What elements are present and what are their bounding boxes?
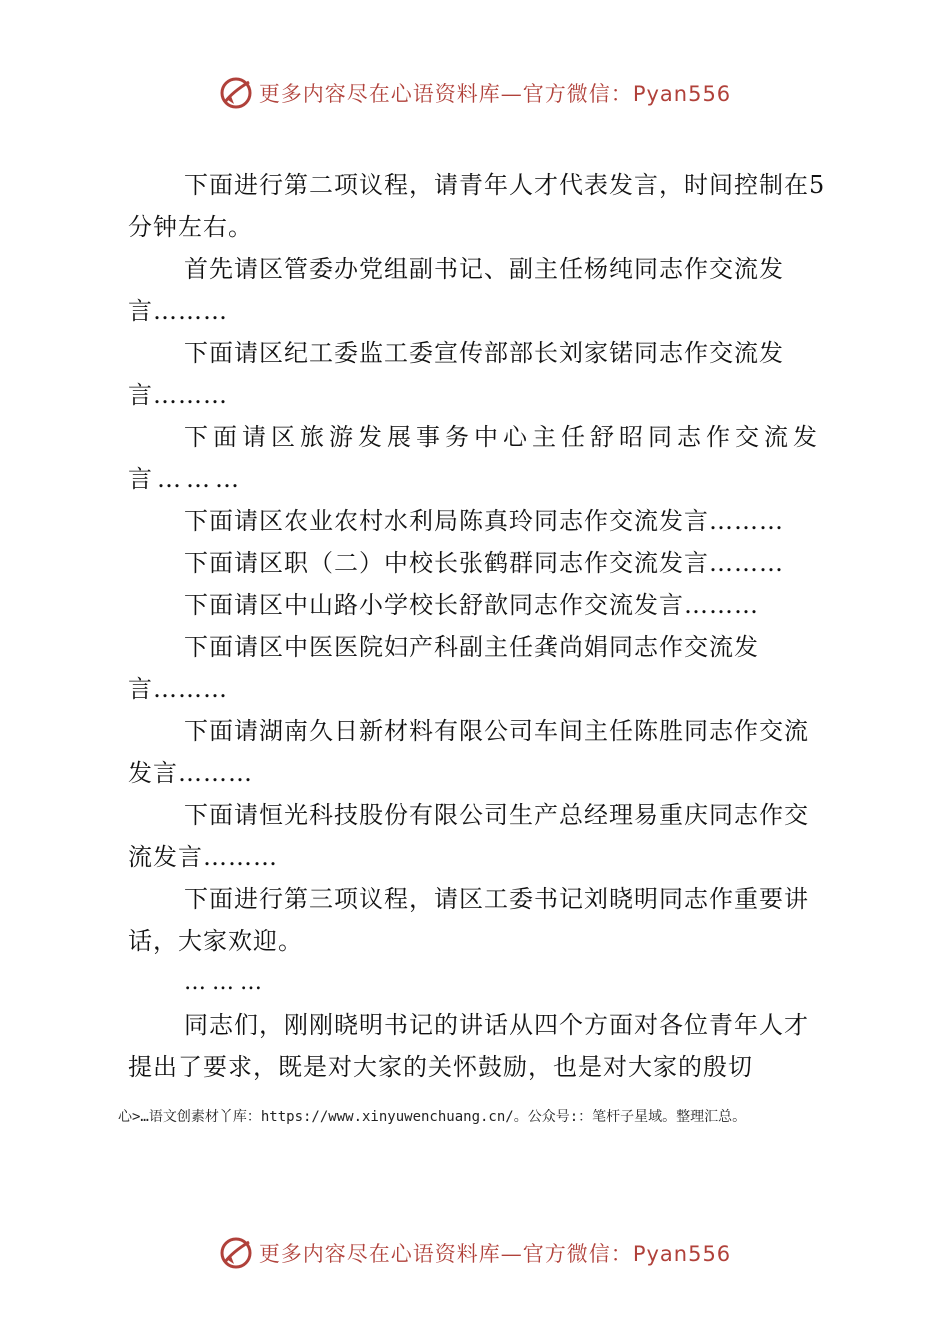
brush-logo-icon <box>219 76 253 110</box>
paragraph: 下面进行第三项议程，请区工委书记刘晓明同志作重要讲话，大家欢迎。 <box>128 885 809 955</box>
banner-prefix: 更多内容尽在心语资料库—官方微信： <box>258 82 633 106</box>
paragraph: 下面请湖南久日新材料有限公司车间主任陈胜同志作交流发言……… <box>128 717 809 787</box>
ellipsis-line: ……… <box>184 970 268 995</box>
source-footnote: 心>…语文创素材丫库：https://www.xinyuwenchuang.cn/。公众号:：笔杆子星域。整理汇总。 <box>118 1109 747 1125</box>
paragraph: 下面请区旅游发展事务中心主任舒昭同志作交流发言……… <box>128 423 822 493</box>
footer-watermark-banner <box>0 1228 950 1278</box>
document-body <box>128 164 828 1088</box>
paragraph: 下面请区农业农村水利局陈真玲同志作交流发言……… <box>184 507 784 535</box>
paragraph: 下面请恒光科技股份有限公司生产总经理易重庆同志作交流发言……… <box>128 801 809 871</box>
banner-handle: Pyan556 <box>632 1242 732 1266</box>
paragraph: 下面请区中医医院妇产科副主任龚尚娟同志作交流发言……… <box>128 633 759 703</box>
banner-prefix: 更多内容尽在心语资料库—官方微信： <box>258 1242 633 1266</box>
brush-logo-icon <box>219 1236 253 1270</box>
banner-text <box>259 1238 731 1268</box>
banner-handle: Pyan556 <box>632 82 732 106</box>
paragraph: 首先请区管委办党组副书记、副主任杨纯同志作交流发言……… <box>128 255 784 325</box>
header-watermark-banner <box>0 68 950 118</box>
paragraph: 下面进行第二项议程，请青年人才代表发言，时间控制在5分钟左右。 <box>128 171 826 241</box>
paragraph: 下面请区职（二）中校长张鹤群同志作交流发言……… <box>184 549 784 577</box>
paragraph: 下面请区纪工委监工委宣传部部长刘家锘同志作交流发言……… <box>128 339 784 409</box>
paragraph: 同志们，刚刚晓明书记的讲话从四个方面对各位青年人才提出了要求，既是对大家的关怀鼓励，也是对大家的殷切 <box>128 1011 809 1081</box>
paragraph: 下面请区中山路小学校长舒歆同志作交流发言……… <box>184 591 759 619</box>
banner-text <box>259 78 731 108</box>
